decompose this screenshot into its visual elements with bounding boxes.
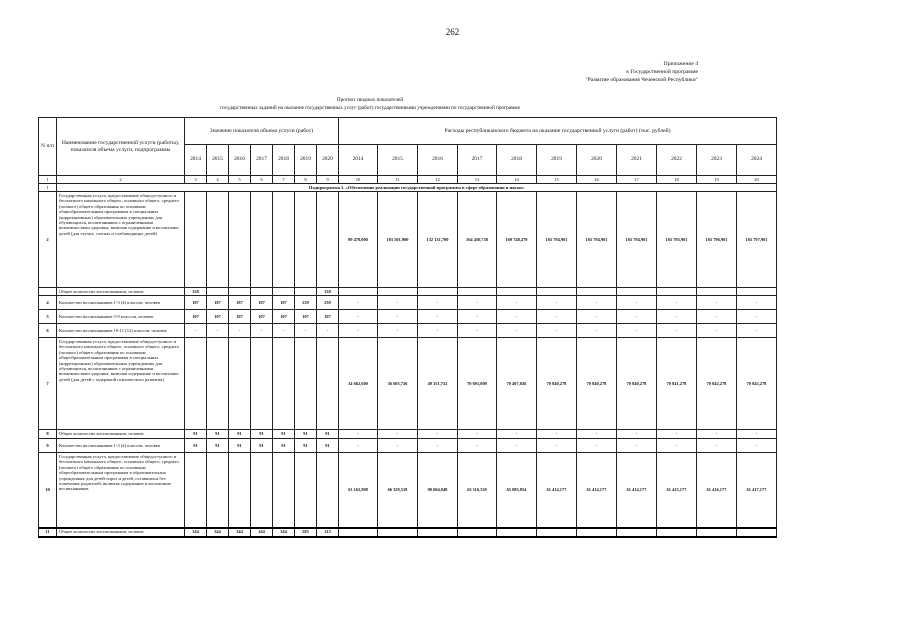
cost-value: - [617, 324, 657, 338]
cost-value: 165 794,901 [617, 192, 657, 288]
cost-value: - [339, 324, 378, 338]
volume-value: 91 [251, 439, 273, 453]
cost-value: - [617, 310, 657, 324]
row-name: Количество воспитанников 1-3 (4) классов, человек [57, 296, 185, 310]
row-number: 8 [39, 430, 57, 439]
volume-value: 187 [185, 296, 207, 310]
cost-value: 164 450,738 [458, 192, 497, 288]
cost-year-header: 2021 [617, 145, 657, 176]
cost-value: - [737, 324, 777, 338]
cost-value [497, 528, 537, 537]
cost-value: 99 478,000 [339, 192, 378, 288]
cost-value [617, 528, 657, 537]
cost-value: - [378, 439, 418, 453]
cost-value: - [697, 296, 737, 310]
cost-value: - [339, 310, 378, 324]
cost-value [458, 288, 497, 296]
cost-value: 61 414,177 [537, 453, 577, 528]
volume-value [251, 288, 273, 296]
cost-value: - [577, 324, 617, 338]
column-number: 11 [378, 176, 418, 184]
cost-value: 61 414,177 [617, 453, 657, 528]
cost-value [657, 288, 697, 296]
cost-value: - [418, 439, 458, 453]
volume-value: - [185, 324, 207, 338]
cost-value: - [617, 296, 657, 310]
volume-value: - [295, 324, 317, 338]
volume-value: 239 [317, 296, 339, 310]
volume-value [229, 338, 251, 430]
volume-value: 91 [207, 439, 229, 453]
volume-year-header: 2019 [295, 145, 317, 176]
cost-value: 66 329,518 [378, 453, 418, 528]
volume-year-header: 2018 [273, 145, 295, 176]
volume-value: 91 [251, 430, 273, 439]
volume-value [251, 453, 273, 528]
volume-value: 91 [273, 439, 295, 453]
volume-value [295, 338, 317, 430]
volume-value: 285 [295, 528, 317, 537]
volume-value [185, 192, 207, 288]
header-volume-group: Значение показателя объема услуги (работ) [185, 118, 339, 145]
volume-year-header: 2017 [251, 145, 273, 176]
table-heading-title: Прогноз сводных показателей [336, 97, 404, 103]
column-number: 17 [617, 176, 657, 184]
volume-value: 344 [273, 528, 295, 537]
cost-value: 90 604,048 [418, 453, 458, 528]
cost-value [697, 528, 737, 537]
volume-value [317, 338, 339, 430]
cost-value: - [458, 310, 497, 324]
volume-value: 330 [317, 288, 339, 296]
cost-value: 70 842,278 [697, 338, 737, 430]
cost-value: - [657, 439, 697, 453]
table-row [39, 439, 777, 453]
volume-value: 313 [317, 528, 339, 537]
cost-value: - [657, 430, 697, 439]
cost-value: - [418, 310, 458, 324]
cost-value: 61 415,177 [657, 453, 697, 528]
volume-value: - [229, 324, 251, 338]
volume-value: - [273, 324, 295, 338]
volume-value [185, 338, 207, 430]
volume-value [251, 192, 273, 288]
row-number: 2 [39, 192, 57, 288]
cost-value [537, 288, 577, 296]
cost-year-header: 2017 [458, 145, 497, 176]
volume-value: 344 [251, 528, 273, 537]
table-heading-subtitle: государственных заданий на оказание государственных услуг (работ) государственными учреждениями по государственной программе [220, 105, 520, 111]
volume-value: 91 [295, 430, 317, 439]
volume-value [295, 288, 317, 296]
row-number: 6 [39, 324, 57, 338]
cost-value [418, 288, 458, 296]
cost-value: - [617, 439, 657, 453]
cost-value: - [458, 324, 497, 338]
row-number: 10 [39, 453, 57, 528]
cost-year-header: 2018 [497, 145, 537, 176]
cost-value: - [737, 310, 777, 324]
volume-value: 107 [317, 310, 339, 324]
appendix-line-3: "Развитие образования Чеченской Республики" [585, 77, 698, 83]
cost-value: 70 691,009 [458, 338, 497, 430]
cost-value: 103 501,900 [378, 192, 418, 288]
volume-year-header: 2015 [207, 145, 229, 176]
table-row [39, 430, 777, 439]
volume-value: 91 [317, 430, 339, 439]
cost-value: 165 797,901 [737, 192, 777, 288]
volume-value [185, 453, 207, 528]
volume-value [229, 453, 251, 528]
row-name: Государственная услуга, предоставление общедоступного и бесплатного начального общего, основного общего, среднего (полного) общего образования по основным общеобразовательным программам в специальных (коррекционных) образовательных учреждениях для обучающихся, воспитанников с ограниченными возможностями здоровья, включая содержание и воспитание детей (для детей с задержкой психического развития) [57, 338, 185, 430]
volume-value: 107 [251, 310, 273, 324]
volume-value: 107 [185, 310, 207, 324]
cost-value: - [537, 324, 577, 338]
volume-value: 107 [207, 310, 229, 324]
cost-value: - [418, 430, 458, 439]
cost-value: - [577, 310, 617, 324]
cost-value: 165 796,901 [697, 192, 737, 288]
header-num: N п/п [39, 118, 57, 176]
volume-value: 91 [273, 430, 295, 439]
volume-value: 91 [295, 439, 317, 453]
column-number: 2 [57, 176, 185, 184]
row-name: Общее количество воспитанников, человек [57, 430, 185, 439]
row-name: Общее количество воспитанников, человек [57, 528, 185, 537]
volume-year-header: 2020 [317, 145, 339, 176]
cost-value: 132 131,700 [418, 192, 458, 288]
cost-value: 165 794,901 [577, 192, 617, 288]
volume-value: 330 [185, 288, 207, 296]
cost-value: - [497, 310, 537, 324]
table-row [39, 453, 777, 528]
cost-value: 63 162,998 [339, 453, 378, 528]
volume-value: 91 [207, 430, 229, 439]
cost-value: - [697, 439, 737, 453]
column-number: 20 [737, 176, 777, 184]
cost-value: 70 840,278 [537, 338, 577, 430]
volume-value: 107 [295, 310, 317, 324]
cost-value [378, 528, 418, 537]
volume-value [229, 192, 251, 288]
cost-value: - [577, 296, 617, 310]
cost-value: - [378, 296, 418, 310]
table-row [39, 324, 777, 338]
volume-year-header: 2014 [185, 145, 207, 176]
cost-value: - [697, 310, 737, 324]
cost-value [418, 528, 458, 537]
cost-value [378, 288, 418, 296]
cost-value: - [378, 310, 418, 324]
volume-value: 239 [295, 296, 317, 310]
column-number: 16 [577, 176, 617, 184]
row-name: Количество воспитанников 1-3 (4) классов, человек [57, 439, 185, 453]
volume-value [317, 192, 339, 288]
cost-value: - [458, 439, 497, 453]
cost-value: - [458, 430, 497, 439]
cost-year-header: 2014 [339, 145, 378, 176]
column-number: 4 [207, 176, 229, 184]
column-number: 19 [697, 176, 737, 184]
appendix-line-1: Приложение 4 [663, 61, 698, 67]
cost-value: - [657, 296, 697, 310]
column-number: 10 [339, 176, 378, 184]
table-row [39, 288, 777, 296]
volume-value: 344 [185, 528, 207, 537]
row-name: Государственная услуга, предоставление общедоступного и бесплатного начального общего, основного общего, среднего (полного) общего образования по основным общеобразовательным программам в специальных (коррекционных) образовательных учреждениях для обучающихся, воспитанников с ограниченными возможностями здоровья, включая содержание и воспитание детей (для глухих, слепых и слабовидящих детей) [57, 192, 185, 288]
cost-value: 36 605,736 [378, 338, 418, 430]
row-name: Количество воспитанников 5-9 классов, человек [57, 310, 185, 324]
column-number: 18 [657, 176, 697, 184]
cost-value: - [497, 439, 537, 453]
volume-value [273, 338, 295, 430]
cost-value: - [497, 430, 537, 439]
column-number: 3 [185, 176, 207, 184]
cost-value: 61 416,177 [697, 453, 737, 528]
row-number: 7 [39, 338, 57, 430]
cost-value: 70 840,278 [617, 338, 657, 430]
cost-value: - [697, 430, 737, 439]
column-number: 14 [497, 176, 537, 184]
cost-value: 61 417,177 [737, 453, 777, 528]
cost-value [697, 288, 737, 296]
cost-year-header: 2022 [657, 145, 697, 176]
volume-value: - [317, 324, 339, 338]
row-number: 11 [39, 528, 57, 537]
row-number: 9 [39, 439, 57, 453]
appendix-line-2: к Государственной программе [626, 69, 698, 75]
cost-value: - [537, 310, 577, 324]
page-number: 262 [445, 27, 460, 37]
volume-value: 91 [229, 430, 251, 439]
volume-value: 91 [317, 439, 339, 453]
cost-value [458, 528, 497, 537]
volume-value [229, 288, 251, 296]
forecast-table [38, 117, 777, 538]
cost-value [497, 288, 537, 296]
cost-year-header: 2015 [378, 145, 418, 176]
header-cost-group: Расходы республиканского бюджета на оказание государственной услуги (работ) (тыс. рублей) [339, 118, 777, 145]
volume-value: 187 [207, 296, 229, 310]
cost-value [577, 528, 617, 537]
cost-value: 70 840,278 [577, 338, 617, 430]
column-number: 13 [458, 176, 497, 184]
cost-year-header: 2019 [537, 145, 577, 176]
column-number: 15 [537, 176, 577, 184]
row-number: 4 [39, 296, 57, 310]
cost-value [577, 288, 617, 296]
table-row [39, 310, 777, 324]
volume-value [207, 338, 229, 430]
volume-value: 187 [273, 296, 295, 310]
cost-value: - [737, 296, 777, 310]
volume-value [295, 453, 317, 528]
cost-value: - [697, 324, 737, 338]
volume-value: - [207, 324, 229, 338]
volume-value: - [251, 324, 273, 338]
table-row [39, 338, 777, 430]
cost-value [657, 528, 697, 537]
volume-value [273, 192, 295, 288]
cost-value: - [497, 324, 537, 338]
cost-value: 70 843,278 [737, 338, 777, 430]
cost-value: 165 794,901 [537, 192, 577, 288]
table-row [39, 296, 777, 310]
cost-value: - [458, 296, 497, 310]
cost-value [537, 528, 577, 537]
column-number: 7 [273, 176, 295, 184]
cost-value: - [497, 296, 537, 310]
cost-value: 70 407,026 [497, 338, 537, 430]
cost-value: - [657, 324, 697, 338]
cost-value: - [577, 430, 617, 439]
subprogram-title: Подпрограмма 1. «Обеспечение реализации государственной программы в сфере образования и науки» [57, 184, 777, 192]
cost-value: - [617, 430, 657, 439]
column-number: 8 [295, 176, 317, 184]
row-name: Количество воспитанников 10-11 (12) классов, человек [57, 324, 185, 338]
cost-value [617, 288, 657, 296]
cost-value [339, 288, 378, 296]
cost-value: - [537, 439, 577, 453]
cost-value: 169 748,479 [497, 192, 537, 288]
volume-value [207, 453, 229, 528]
volume-value [207, 192, 229, 288]
row-name: Общее количество воспитанников, человек [57, 288, 185, 296]
appendix-note [585, 60, 698, 84]
volume-value [273, 288, 295, 296]
cost-value: 49 351,752 [418, 338, 458, 430]
volume-value: 187 [251, 296, 273, 310]
cost-value: - [577, 439, 617, 453]
cost-year-header: 2024 [737, 145, 777, 176]
cost-value: - [537, 430, 577, 439]
cost-value: 61 414,177 [577, 453, 617, 528]
cost-value: 65 085,854 [497, 453, 537, 528]
column-number: 5 [229, 176, 251, 184]
volume-value [207, 288, 229, 296]
cost-year-header: 2023 [697, 145, 737, 176]
volume-value: 91 [185, 430, 207, 439]
cost-value: - [537, 296, 577, 310]
volume-value: 344 [207, 528, 229, 537]
cost-value: - [339, 430, 378, 439]
volume-value: 91 [229, 439, 251, 453]
volume-value [273, 453, 295, 528]
volume-value: 107 [273, 310, 295, 324]
cost-value: - [378, 430, 418, 439]
table-row [39, 192, 777, 288]
volume-value [317, 453, 339, 528]
row-number: 5 [39, 310, 57, 324]
column-number: 1 [39, 176, 57, 184]
volume-value: 187 [229, 296, 251, 310]
cost-value: 165 795,901 [657, 192, 697, 288]
cost-value: - [339, 296, 378, 310]
cost-value: - [418, 296, 458, 310]
cost-value: - [378, 324, 418, 338]
row-name: Государственная услуга, предоставление общедоступного и бесплатного начального общего, основного общего, среднего (полного) общего образования по основным общеобразовательным программам в образовательных учреждениях для детей-сирот и детей, оставшихся без попечения родителей, включая содержание и воспитание воспитанников [57, 453, 185, 528]
column-number: 12 [418, 176, 458, 184]
volume-value [251, 338, 273, 430]
row-number [39, 288, 57, 296]
cost-year-header: 2020 [577, 145, 617, 176]
cost-value: - [418, 324, 458, 338]
volume-year-header: 2016 [229, 145, 251, 176]
cost-value: 63 116,330 [458, 453, 497, 528]
cost-value: 34 662,600 [339, 338, 378, 430]
cost-value: - [657, 310, 697, 324]
cost-value: 70 841,278 [657, 338, 697, 430]
column-number: 6 [251, 176, 273, 184]
cost-value: - [737, 430, 777, 439]
cost-value: - [737, 439, 777, 453]
cost-value: - [339, 439, 378, 453]
volume-value [295, 192, 317, 288]
cost-year-header: 2016 [418, 145, 458, 176]
cost-value [737, 288, 777, 296]
header-name: Наименование государственной услуги (работы), показателя объема услуги, подпрограммы [57, 118, 185, 176]
volume-value: 91 [185, 439, 207, 453]
cost-value [737, 528, 777, 537]
cost-value [339, 528, 378, 537]
column-number: 9 [317, 176, 339, 184]
subprogram-num: 1 [39, 184, 57, 192]
volume-value: 107 [229, 310, 251, 324]
volume-value: 344 [229, 528, 251, 537]
table-row [39, 528, 777, 537]
